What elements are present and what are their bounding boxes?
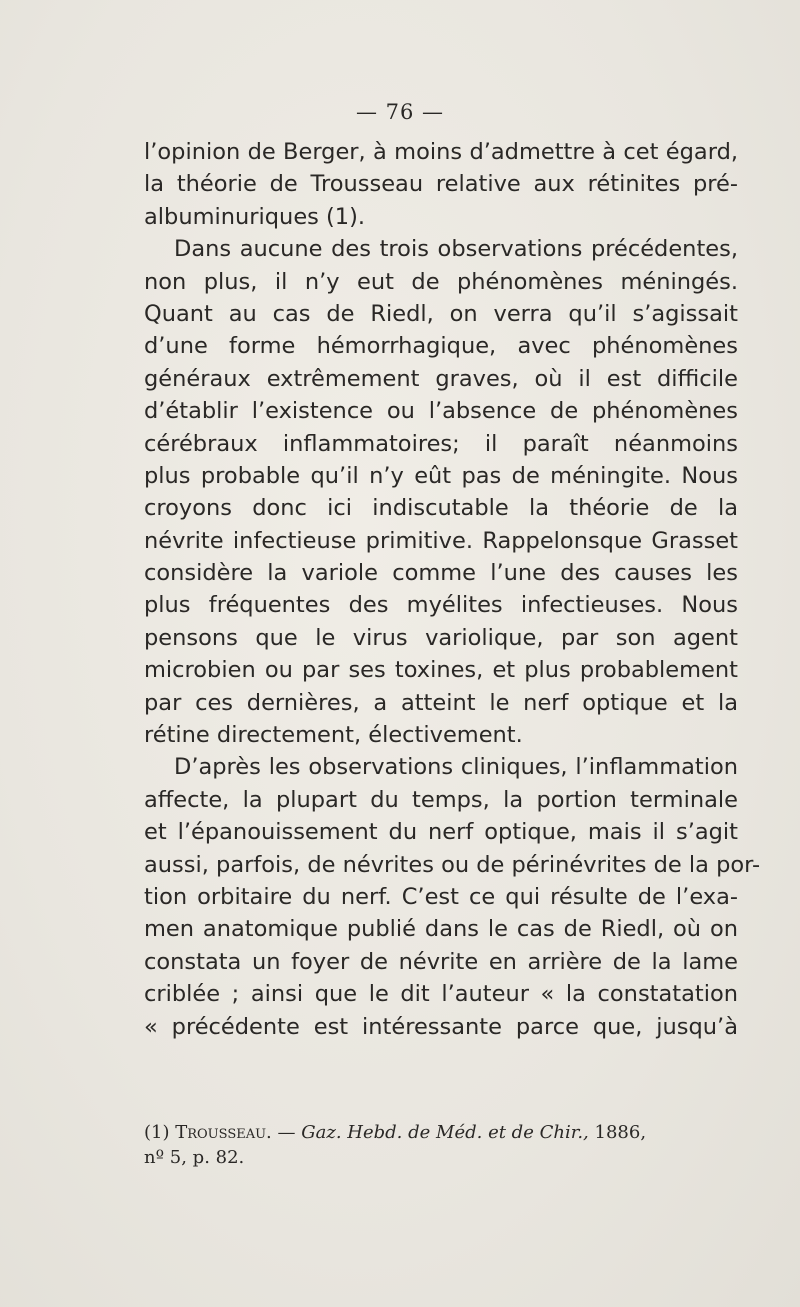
footnote-line: [144, 1120, 738, 1145]
text-line: Quant au cas de Riedl, on verra qu’il s’agissait: [144, 300, 738, 327]
footnote-author: Trousseau.: [175, 1122, 272, 1143]
text-line: pensons que le virus variolique, par son agent: [144, 624, 738, 651]
body-text: [144, 136, 761, 1043]
footnote: [144, 1120, 738, 1170]
text-line: aussi, parfois, de névrites ou de périnévrites de la por-: [144, 851, 761, 878]
text-line: et l’épanouissement du nerf optique, mais il s’agit: [144, 819, 738, 846]
text-line: la théorie de Trousseau relative aux rétinites pré-: [144, 171, 738, 198]
text-line: croyons donc ici indiscutable la théorie de la: [144, 495, 738, 522]
text-line: criblée ; ainsi que le dit l’auteur « la constatation: [144, 981, 738, 1008]
page-number: — 76 —: [355, 100, 445, 124]
footnote-year: 1886,: [594, 1122, 647, 1143]
text-line: tion orbitaire du nerf. C’est ce qui résulte de l’exa-: [144, 883, 738, 910]
text-line: d’une forme hémorrhagique, avec phénomènes: [144, 333, 738, 360]
text-line: D’après les observations cliniques, l’inflammation: [174, 754, 738, 781]
text-line: men anatomique publié dans le cas de Riedl, où on: [144, 916, 738, 943]
text-line: cérébraux inflammatoires; il paraît néanmoins: [144, 430, 738, 457]
footnote-dash: —: [277, 1122, 296, 1143]
text-line: affecte, la plupart du temps, la portion terminale: [144, 786, 738, 813]
text-line: microbien ou par ses toxines, et plus probablement: [144, 657, 738, 684]
footnote-journal: Gaz. Hebd. de Méd. et de Chir.,: [301, 1122, 589, 1143]
text-line: généraux extrêmement graves, où il est difficile: [144, 365, 738, 392]
text-line: albuminuriques (1).: [144, 203, 366, 230]
text-line: considère la variole comme l’une des causes les: [144, 560, 738, 587]
text-line: constata un foyer de névrite en arrière de la lame: [144, 948, 738, 975]
text-line: non plus, il n’y eut de phénomènes méningés.: [144, 268, 738, 295]
footnote-marker: (1): [144, 1122, 170, 1143]
text-line: Dans aucune des trois observations précédentes,: [174, 236, 738, 263]
text-line: l’opinion de Berger, à moins d’admettre à cet égard,: [144, 139, 738, 165]
text-line: rétine directement, électivement.: [144, 722, 523, 749]
text-line: par ces dernières, a atteint le nerf optique et la: [144, 689, 738, 716]
text-line: plus fréquentes des myélites infectieuses. Nous: [144, 592, 738, 619]
text-line: « précédente est intéressante parce que, jusqu’à: [144, 1013, 738, 1040]
text-line: d’établir l’existence ou l’absence de phénomènes: [144, 398, 738, 425]
text-line: plus probable qu’il n’y eût pas de méningite. Nous: [144, 462, 738, 489]
text-line: névrite infectieuse primitive. Rappelonsque Grasset: [144, 527, 738, 554]
footnote-line-2: nº 5, p. 82.: [144, 1147, 245, 1168]
